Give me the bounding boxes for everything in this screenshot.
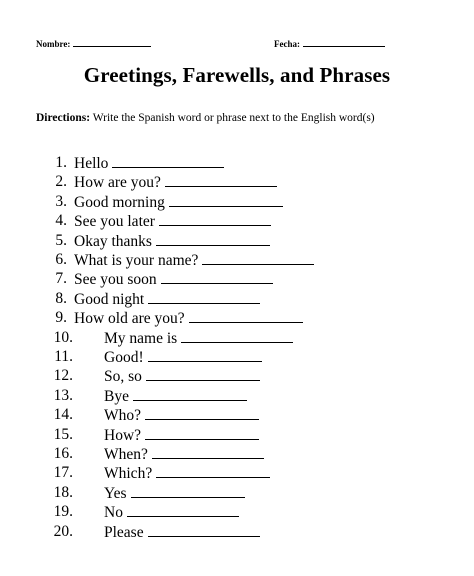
item-number: 12. xyxy=(53,367,73,385)
item-number: 14. xyxy=(53,406,73,424)
item-phrase-text: See you later xyxy=(74,213,155,231)
item-number: 1. xyxy=(55,154,67,171)
item-phrase xyxy=(74,153,224,174)
item-phrase xyxy=(104,522,260,543)
list-item xyxy=(0,211,474,231)
item-phrase xyxy=(104,444,264,465)
item-phrase-text: So, so xyxy=(104,368,142,386)
item-number: 2. xyxy=(55,173,67,191)
list-item xyxy=(0,192,474,212)
item-number: 6. xyxy=(55,251,67,268)
item-phrase xyxy=(104,405,259,426)
answer-blank-line[interactable] xyxy=(159,211,271,226)
item-number: 15. xyxy=(53,425,73,443)
list-item xyxy=(0,231,474,251)
item-phrase xyxy=(104,483,245,504)
item-phrase-text: Good! xyxy=(104,349,144,366)
list-item xyxy=(0,366,474,386)
item-phrase xyxy=(104,502,239,523)
item-number: 19. xyxy=(53,503,73,521)
answer-blank-line[interactable] xyxy=(181,328,293,343)
list-item xyxy=(0,386,474,406)
item-phrase-text: See you soon xyxy=(74,271,157,289)
item-phrase xyxy=(104,425,259,446)
list-item xyxy=(0,483,474,503)
item-phrase xyxy=(74,250,314,271)
item-phrase xyxy=(74,231,270,252)
item-phrase-text: Okay thanks xyxy=(74,232,152,250)
list-item xyxy=(0,328,474,348)
directions-text: Write the Spanish word or phrase next to the English word(s) xyxy=(92,112,375,124)
item-phrase xyxy=(104,347,262,368)
item-number: 17. xyxy=(53,464,73,482)
list-item xyxy=(0,153,474,173)
item-phrase-text: My name is xyxy=(104,329,178,347)
item-number: 3. xyxy=(55,192,67,210)
answer-blank-line[interactable] xyxy=(127,502,239,517)
list-item xyxy=(0,289,474,309)
answer-blank-line[interactable] xyxy=(148,347,262,362)
item-number: 8. xyxy=(55,289,67,307)
list-item xyxy=(0,522,474,542)
list-item xyxy=(0,172,474,192)
item-phrase-text: Who? xyxy=(104,407,142,425)
directions xyxy=(36,112,375,124)
item-number: 11. xyxy=(54,348,73,365)
item-phrase-text: Good night xyxy=(74,290,145,308)
item-number: 4. xyxy=(55,212,67,230)
list-item xyxy=(0,347,474,367)
item-phrase xyxy=(74,269,273,290)
item-phrase-text: Bye xyxy=(104,387,129,405)
item-number: 9. xyxy=(55,309,67,327)
list-item xyxy=(0,425,474,445)
list-item xyxy=(0,405,474,425)
item-number: 20. xyxy=(53,522,73,540)
item-number: 16. xyxy=(53,445,73,462)
item-phrase xyxy=(74,172,277,193)
item-phrase-text: Hello xyxy=(74,155,109,172)
answer-blank-line[interactable] xyxy=(148,522,260,537)
item-phrase xyxy=(104,366,260,387)
item-phrase-text: How old are you? xyxy=(74,310,185,328)
item-number: 18. xyxy=(53,483,73,501)
answer-blank-line[interactable] xyxy=(156,463,270,478)
item-phrase xyxy=(104,386,247,407)
item-phrase-text: How are you? xyxy=(74,174,161,192)
item-number: 13. xyxy=(53,386,73,404)
answer-blank-line[interactable] xyxy=(145,405,259,420)
item-phrase-text: When? xyxy=(104,446,148,463)
answer-blank-line[interactable] xyxy=(148,289,260,304)
answer-blank-line[interactable] xyxy=(152,444,264,459)
directions-label: Directions: xyxy=(36,112,91,124)
answer-blank-line[interactable] xyxy=(156,231,270,246)
name-blank-line[interactable] xyxy=(73,37,151,47)
answer-blank-line[interactable] xyxy=(165,172,277,187)
answer-blank-line[interactable] xyxy=(133,386,247,401)
list-item xyxy=(0,444,474,464)
answer-blank-line[interactable] xyxy=(189,308,303,323)
list-item xyxy=(0,502,474,522)
item-phrase xyxy=(74,211,271,232)
item-phrase xyxy=(74,192,283,213)
worksheet-header xyxy=(36,37,436,51)
item-phrase xyxy=(74,289,260,310)
page-title: Greetings, Farewells, and Phrases xyxy=(83,63,391,87)
item-phrase-text: Which? xyxy=(104,465,153,483)
list-item xyxy=(0,308,474,328)
list-item xyxy=(0,250,474,270)
item-phrase xyxy=(104,463,270,484)
item-phrase-text: Good morning xyxy=(74,193,165,211)
item-number: 5. xyxy=(55,231,67,249)
item-number: 7. xyxy=(55,270,67,288)
name-label: Nombre: xyxy=(36,39,71,49)
item-phrase-text: Yes xyxy=(104,484,127,502)
answer-blank-line[interactable] xyxy=(202,250,314,265)
item-phrase xyxy=(74,308,303,329)
item-phrase xyxy=(104,328,293,349)
answer-blank-line[interactable] xyxy=(131,483,245,498)
list-item xyxy=(0,463,474,483)
item-phrase-text: No xyxy=(104,504,123,522)
answer-blank-line[interactable] xyxy=(169,192,283,207)
item-phrase-text: How? xyxy=(104,426,142,444)
date-blank-line[interactable] xyxy=(303,37,385,47)
name-field[interactable] xyxy=(36,37,151,49)
item-phrase-text: What is your name? xyxy=(74,252,199,269)
date-field[interactable] xyxy=(274,37,385,49)
answer-blank-line[interactable] xyxy=(161,269,273,284)
answer-blank-line[interactable] xyxy=(145,425,259,440)
answer-blank-line[interactable] xyxy=(146,366,260,381)
date-label: Fecha: xyxy=(274,39,300,49)
item-phrase-text: Please xyxy=(104,523,144,541)
answer-blank-line[interactable] xyxy=(112,153,224,168)
list-item xyxy=(0,269,474,289)
item-number: 10. xyxy=(53,328,73,346)
